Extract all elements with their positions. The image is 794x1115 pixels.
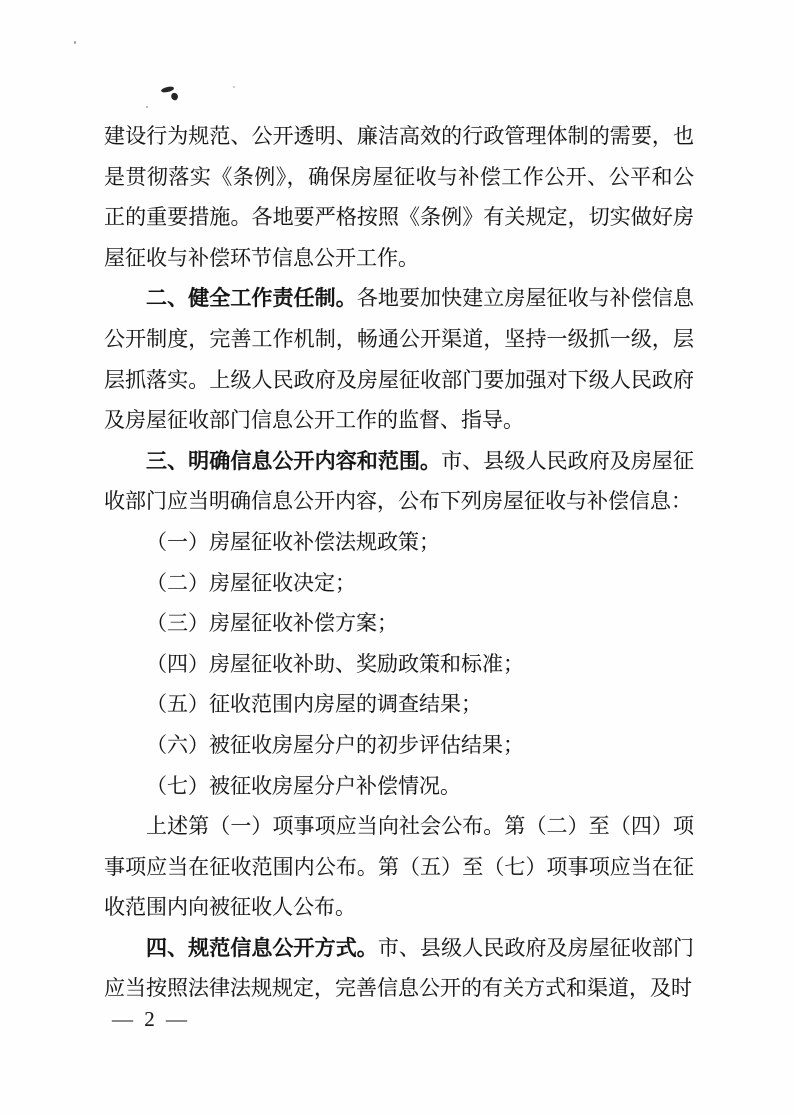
paragraph-text: 各地要加快建立房屋征收与补偿信息公开制度，完善工作机制，畅通公开渠道，坚持一级抓一级，层层抓落实。上级人民政府及房屋征收部门要加强对下级人民政府及房屋征收部门信息公开工作的监督、指导。 <box>104 286 695 433</box>
section-3-paragraph <box>104 441 694 522</box>
list-item-6 <box>104 725 694 766</box>
list-item-4 <box>104 644 694 685</box>
paragraph-text: 市、县级人民政府及房屋征收部门应当明确信息公开内容，公布下列房屋征收与补偿信息： <box>104 448 695 514</box>
scan-dust-dot <box>74 41 76 44</box>
document-body <box>104 116 694 1009</box>
section-3-heading: 三、明确信息公开内容和范围。 <box>146 448 442 473</box>
list-item-5 <box>104 684 694 725</box>
list-item-text: （六）被征收房屋分户的初步评估结果； <box>146 732 524 757</box>
list-item-7 <box>104 766 694 807</box>
section-2-heading: 二、健全工作责任制。 <box>146 286 357 311</box>
list-item-text: （七）被征收房屋分户补偿情况。 <box>146 773 461 798</box>
section-4-paragraph <box>104 928 694 1009</box>
paragraph-text: 市、县级人民政府及房屋征收部门应当按照法律法规规定，完善信息公开的有关方式和渠道，及时 <box>104 935 695 1001</box>
list-item-text: （五）征收范围内房屋的调查结果； <box>146 692 482 717</box>
section-2-paragraph <box>104 278 694 440</box>
paragraph-text: 上述第（一）项事项应当向社会公布。第（二）至（四）项事项应当在征收范围内公布。第（五）至（七）项事项应当在征收范围内向被征收人公布。 <box>104 814 694 920</box>
ink-speck-artifact <box>170 92 179 101</box>
list-item-text: （三）房屋征收补偿方案； <box>146 611 398 636</box>
list-item-1 <box>104 522 694 563</box>
section-4-heading: 四、规范信息公开方式。 <box>146 935 378 960</box>
list-item-2 <box>104 563 694 604</box>
list-item-text: （一）房屋征收补偿法规政策； <box>146 529 440 554</box>
list-item-text: （四）房屋征收补助、奖励政策和标准； <box>146 651 524 676</box>
list-item-3 <box>104 603 694 644</box>
scan-dust-dot <box>233 86 235 88</box>
continuation-paragraph <box>104 116 694 278</box>
publication-scope-paragraph <box>104 806 694 928</box>
list-item-text: （二）房屋征收决定； <box>146 570 356 595</box>
page-number: — 2 — <box>112 1007 190 1031</box>
paragraph-text: 建设行为规范、公开透明、廉洁高效的行政管理体制的需要，也是贯彻落实《条例》，确保房屋征收与补偿工作公开、公平和公正的重要措施。各地要严格按照《条例》有关规定，切实做好房屋征收与补偿环节信息公开工作。 <box>104 124 694 270</box>
scan-dust-dot <box>146 106 148 108</box>
